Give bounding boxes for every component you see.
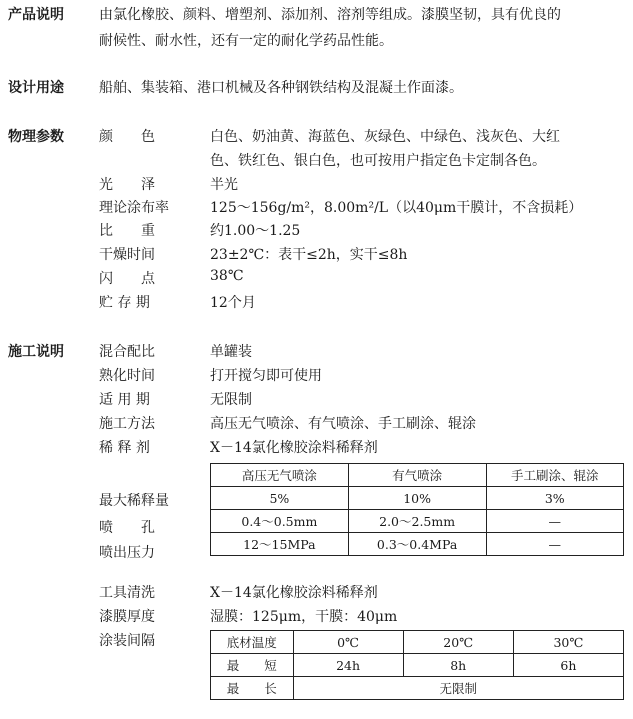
app-value-thinner: X－14氯化橡胶涂料稀释剂 — [210, 440, 378, 456]
method-row-label-nozzle: 喷 孔 — [99, 520, 155, 536]
param-value-gravity: 约1.00～1.25 — [210, 223, 301, 239]
param-value-flash: 38℃ — [210, 268, 244, 284]
method-row-label-max-thinning: 最大稀释量 — [99, 493, 169, 509]
table-cell: 0.3～0.4MPa — [348, 533, 486, 556]
app-value-thickness: 湿膜：125μm，干膜：40μm — [210, 609, 398, 625]
app-value-cleaning: X－14氯化橡胶涂料稀释剂 — [210, 585, 378, 601]
app-label-mix: 混合配比 — [99, 344, 155, 360]
app-label-thinner: 稀 释 剂 — [99, 440, 150, 456]
method-header-airless: 高压无气喷涂 — [211, 464, 349, 487]
table-row — [211, 510, 624, 533]
param-label-gravity: 比 重 — [99, 223, 155, 239]
method-table — [210, 463, 624, 556]
table-cell: 0.4～0.5mm — [211, 510, 349, 533]
table-row — [211, 677, 624, 700]
table-cell: 12～15MPa — [211, 533, 349, 556]
interval-header-20c: 20℃ — [403, 631, 513, 654]
param-value-drying: 23±2℃：表干≤2h，实干≤8h — [210, 247, 408, 263]
method-row-label-pressure: 喷出压力 — [99, 545, 155, 561]
app-label-interval: 涂装间隔 — [99, 633, 155, 649]
param-label-storage: 贮 存 期 — [99, 295, 150, 311]
table-row — [211, 464, 624, 487]
section-heading-application: 施工说明 — [8, 344, 64, 360]
app-value-potlife: 无限制 — [210, 392, 252, 408]
table-cell: 5% — [211, 487, 349, 510]
param-label-gloss: 光 泽 — [99, 177, 155, 193]
app-value-method: 高压无气喷涂、有气喷涂、手工刷涂、辊涂 — [210, 416, 476, 432]
app-label-cleaning: 工具清洗 — [99, 585, 155, 601]
table-row — [211, 654, 624, 677]
param-label-flash: 闪 点 — [99, 271, 155, 287]
param-value-color: 白色、奶油黄、海蓝色、灰绿色、中绿色、浅灰色、大红 — [210, 129, 560, 145]
param-label-drying: 干燥时间 — [99, 247, 155, 263]
interval-header-0c: 0℃ — [293, 631, 403, 654]
product-desc-line-2: 耐候性、耐水性，还有一定的耐化学药品性能。 — [99, 33, 393, 49]
table-cell: — — [486, 510, 624, 533]
table-cell: 最 短 — [211, 654, 294, 677]
interval-table — [210, 630, 624, 700]
table-row — [211, 533, 624, 556]
table-cell: 无限制 — [293, 677, 623, 700]
table-cell: 2.0～2.5mm — [348, 510, 486, 533]
app-label-thickness: 漆膜厚度 — [99, 609, 155, 625]
table-row — [211, 487, 624, 510]
method-header-air: 有气喷涂 — [348, 464, 486, 487]
section-heading-product-desc: 产品说明 — [8, 7, 64, 23]
param-value-storage: 12个月 — [210, 295, 256, 311]
table-cell: 10% — [348, 487, 486, 510]
method-header-brush: 手工刷涂、辊涂 — [486, 464, 624, 487]
app-value-mix: 单罐装 — [210, 344, 252, 360]
interval-header-substrate: 底材温度 — [211, 631, 294, 654]
table-cell: 8h — [403, 654, 513, 677]
param-value-coverage: 125～156g/m²，8.00m²/L（以40μm干膜计，不含损耗） — [210, 200, 583, 216]
product-desc-line-1: 由氯化橡胶、颜料、增塑剂、添加剂、溶剂等组成。漆膜坚韧，具有优良的 — [99, 7, 561, 23]
app-label-induction: 熟化时间 — [99, 368, 155, 384]
interval-header-30c: 30℃ — [513, 631, 623, 654]
param-label-coverage: 理论涂布率 — [99, 200, 169, 216]
table-cell: 24h — [293, 654, 403, 677]
app-label-potlife: 适 用 期 — [99, 392, 150, 408]
app-label-method: 施工方法 — [99, 416, 155, 432]
param-value-color-cont: 色、铁红色、银白色，也可按用户指定色卡定制各色。 — [210, 153, 546, 169]
param-value-gloss: 半光 — [210, 177, 238, 193]
section-heading-physical: 物理参数 — [8, 129, 64, 145]
param-label-color: 颜 色 — [99, 129, 155, 145]
table-row — [211, 631, 624, 654]
table-cell: 最 长 — [211, 677, 294, 700]
table-cell: — — [486, 533, 624, 556]
app-value-induction: 打开搅匀即可使用 — [210, 368, 322, 384]
table-cell: 3% — [486, 487, 624, 510]
table-cell: 6h — [513, 654, 623, 677]
section-heading-design-use: 设计用途 — [8, 80, 64, 96]
design-use-text: 船舶、集装箱、港口机械及各种钢铁结构及混凝土作面漆。 — [99, 80, 463, 96]
